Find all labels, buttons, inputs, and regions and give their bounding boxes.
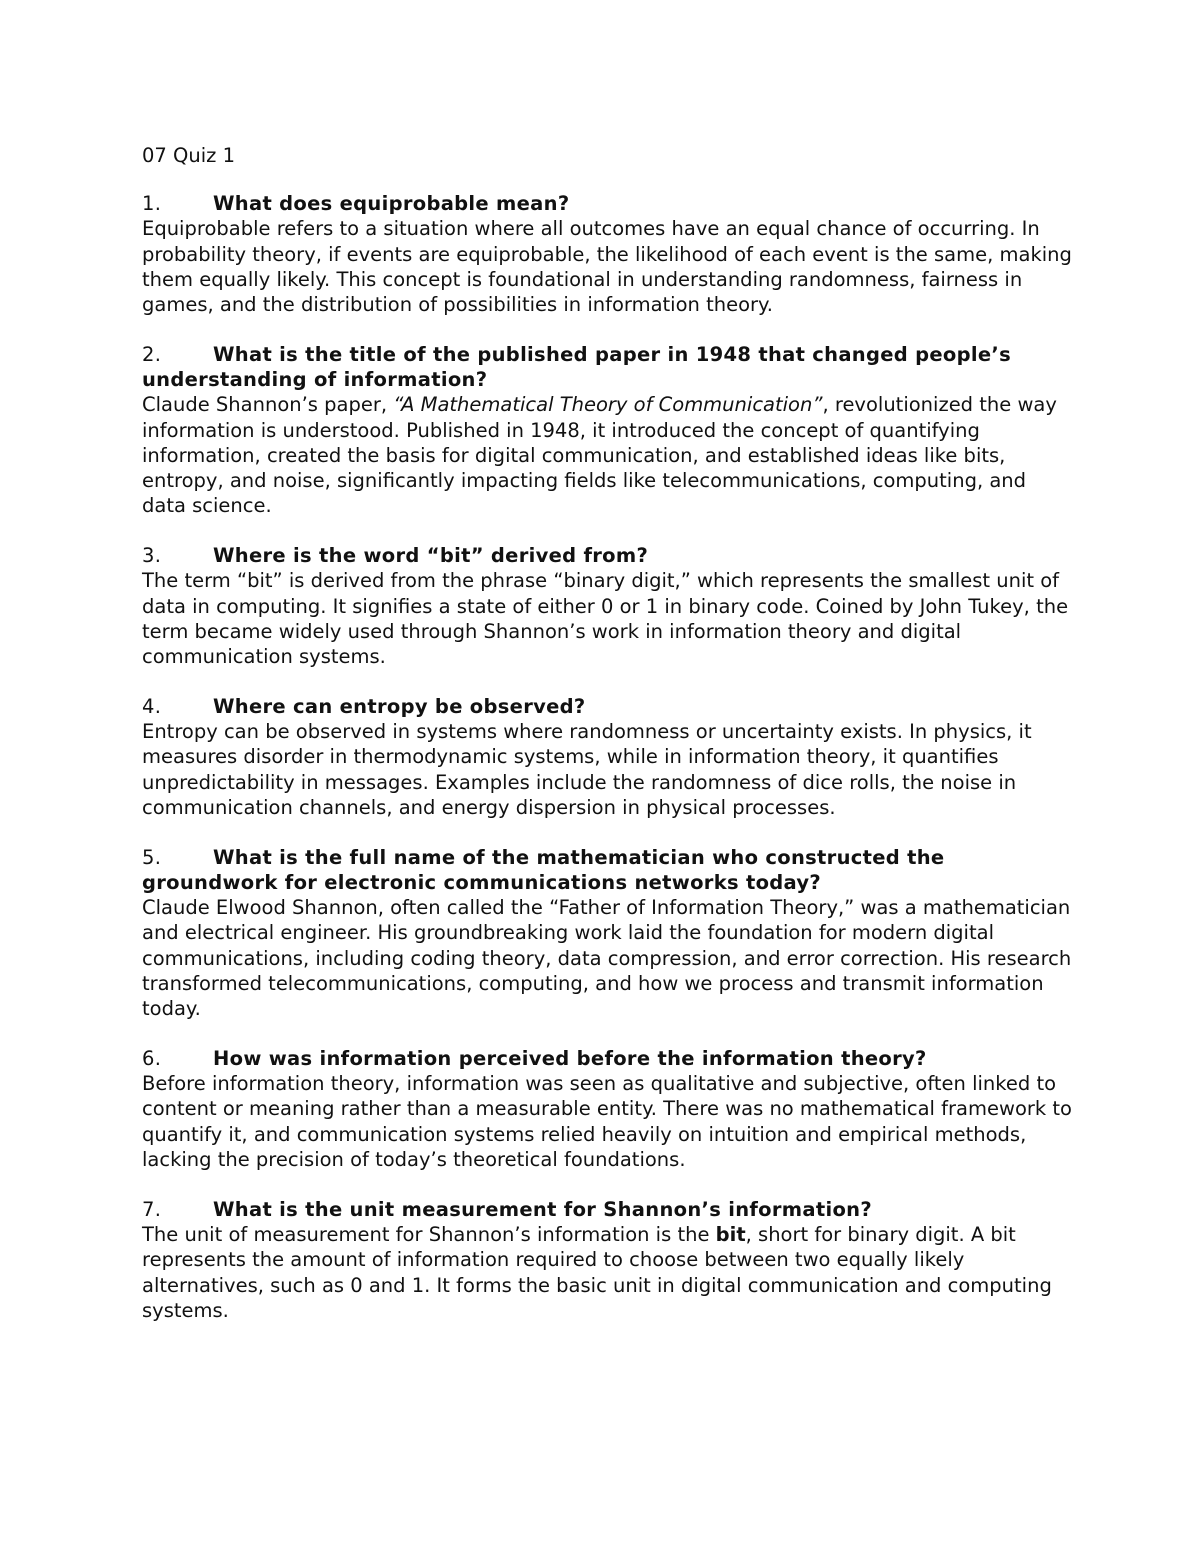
question-heading [142, 845, 1072, 895]
answer-rest: , short for binary digit. A bit represents the amount of information required to choose between two equally likely alternatives, such as 0 and 1. It forms the basic unit in digital communication and computing systems. [142, 1223, 1052, 1322]
answer-text: Equiprobable refers to a situation where all outcomes have an equal chance of occurring. In probability theory, if events are equiprobable, the likelihood of each event is the same, making them equally likely. This concept is foundational in understanding randomness, fairness in games, and the distribution of possibilities in information theory. [142, 217, 1072, 317]
question-number: 1. [142, 192, 162, 216]
question-text: What is the title of the published paper in 1948 that changed people’s understanding of information? [142, 343, 1011, 392]
answer-text: Before information theory, information was seen as qualitative and subjective, often linked to content or meaning rather than a measurable entity. There was no mathematical framework to quantify it, and communication systems relied heavily on intuition and empirical methods, lacking the precision of today’s theoretical foundations. [142, 1072, 1072, 1171]
question-number: 3. [142, 544, 162, 568]
question-heading [142, 1197, 1072, 1222]
answer-text: Claude Elwood Shannon, often called the “Father of Information Theory,” was a mathematician and electrical engineer. His groundbreaking work laid the foundation for modern digital communications, including coding theory, data compression, and error correction. His research transformed telecommunications, computing, and how we process and transmit information today. [142, 896, 1072, 1021]
question-block-6 [142, 1046, 1072, 1172]
question-block-1 [142, 191, 1072, 317]
question-number: 4. [142, 695, 162, 719]
unit-term: bit [715, 1223, 746, 1247]
answer-text: Entropy can be observed in systems where randomness or uncertainty exists. In physics, it measures disorder in thermodynamic systems, while in information theory, it quantifies unpredictability in messages. Examples include the randomness of dice rolls, the noise in communication channels, and energy dispersion in physical processes. [142, 720, 1032, 819]
question-text: Where is the word “bit” derived from? [213, 544, 649, 568]
question-number: 6. [142, 1047, 162, 1071]
answer-rest: , revolutionized the way information is understood. Published in 1948, it introduced the concept of quantifying information, created the basis for digital communication, and established ideas like bits, entropy, and noise, significantly impacting fields like telecommunications, computing, and data science. [142, 393, 1057, 518]
question-number: 2. [142, 343, 162, 367]
question-block-7 [142, 1197, 1072, 1323]
answer-text [142, 392, 1072, 518]
answer-lead: Claude Shannon’s paper, [142, 393, 394, 417]
question-block-5 [142, 845, 1072, 1021]
question-number: 7. [142, 1197, 162, 1221]
question-number: 5. [142, 845, 162, 869]
answer-text: The term “bit” is derived from the phrase “binary digit,” which represents the smallest unit of data in computing. It signifies a state of either 0 or 1 in binary code. Coined by John Tukey, the term became widely used through Shannon’s work in information theory and digital communication systems. [142, 569, 1069, 669]
question-text: Where can entropy be observed? [213, 695, 586, 719]
question-heading [142, 191, 1072, 216]
document-body [142, 143, 1072, 1348]
question-heading [142, 342, 1072, 392]
question-block-4 [142, 694, 1072, 820]
question-heading [142, 694, 1072, 719]
question-heading [142, 543, 1072, 568]
paper-title: “A Mathematical Theory of Communication” [393, 393, 823, 417]
question-text: What is the unit measurement for Shannon’s information? [213, 1197, 872, 1221]
question-block-3 [142, 543, 1072, 669]
question-block-2 [142, 342, 1072, 518]
question-text: What is the full name of the mathematician who constructed the groundwork for electronic communications networks today? [142, 845, 945, 895]
document-title: 07 Quiz 1 [142, 144, 235, 167]
question-text: What does equiprobable mean? [213, 192, 570, 216]
question-heading [142, 1046, 1072, 1071]
answer-lead: The unit of measurement for Shannon’s information is the [142, 1223, 716, 1247]
question-text: How was information perceived before the information theory? [213, 1047, 927, 1071]
answer-text [142, 1222, 1072, 1323]
